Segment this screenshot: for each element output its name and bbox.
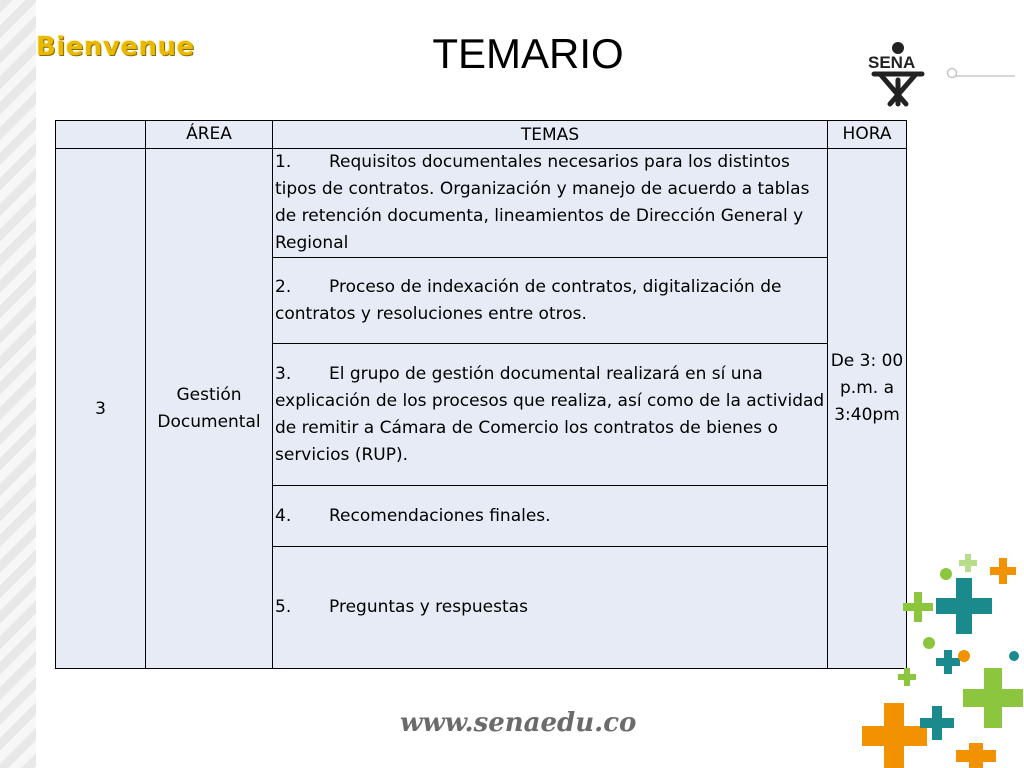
tema-number: 5. <box>275 597 292 617</box>
tema-item <box>273 258 828 344</box>
sena-logo <box>860 40 1020 110</box>
circle-plus-icon <box>958 650 970 662</box>
tema-text: El grupo de gestión documental realizará en sí una explicación de los procesos que realiza, así como de la actividad de remitir a Cámara de Comercio los contratos de bienes o servicios (RUP). <box>275 363 825 465</box>
tema-text: Proceso de indexación de contratos, digitalización de contratos y resoluciones entre otros. <box>275 276 782 324</box>
table-row <box>56 149 907 258</box>
row-number: 3 <box>56 149 146 669</box>
tema-number: 2. <box>275 276 292 297</box>
tema-text: Recomendaciones finales. <box>329 505 551 526</box>
row-area: Gestión Documental <box>146 149 273 669</box>
hora-text: De 3: 00 p.m. a 3:40pm <box>830 351 904 425</box>
tema-number: 1. <box>275 152 292 172</box>
tema-item <box>273 344 828 486</box>
logo-line-dot <box>948 69 957 78</box>
tema-number: 3. <box>275 363 292 384</box>
decorative-stripe <box>0 0 36 768</box>
plus-icon <box>990 558 1016 584</box>
plus-icon <box>963 668 1023 728</box>
tema-text: Requisitos documentales necesarios para los distintos tipos de contratos. Organización y manejo de acuerdo a tablas de retención documenta, lineamientos de Dirección General y Regional <box>275 152 810 253</box>
tema-number: 4. <box>275 505 292 526</box>
header-blank <box>56 121 146 149</box>
plus-icon <box>936 578 992 634</box>
temario-table <box>55 120 907 669</box>
page-title: TEMARIO <box>432 30 624 77</box>
plus-icon <box>936 650 960 674</box>
tema-item <box>273 547 828 669</box>
website-url: www.senaedu.co <box>400 708 637 738</box>
logo-text: SENA <box>868 53 916 72</box>
header-hora: HORA <box>828 121 907 149</box>
circle-plus-icon <box>923 637 935 649</box>
header-area: ÁREA <box>146 121 273 149</box>
plus-icon <box>959 554 977 572</box>
header-temas: TEMAS <box>273 121 828 149</box>
tema-item <box>273 486 828 547</box>
plus-icon <box>862 703 927 768</box>
table-header-row <box>56 121 907 149</box>
plus-pattern-decoration <box>844 538 1024 768</box>
circle-plus-icon <box>940 568 952 580</box>
tema-text: Preguntas y respuestas <box>329 597 528 617</box>
plus-icon <box>898 668 916 686</box>
plus-icon <box>956 743 996 768</box>
circle-plus-icon <box>1009 651 1019 661</box>
logo-figure-icon <box>874 74 922 104</box>
welcome-wordart: Bienvenue <box>36 32 195 62</box>
tema-item <box>273 149 828 258</box>
plus-icon <box>903 592 933 622</box>
